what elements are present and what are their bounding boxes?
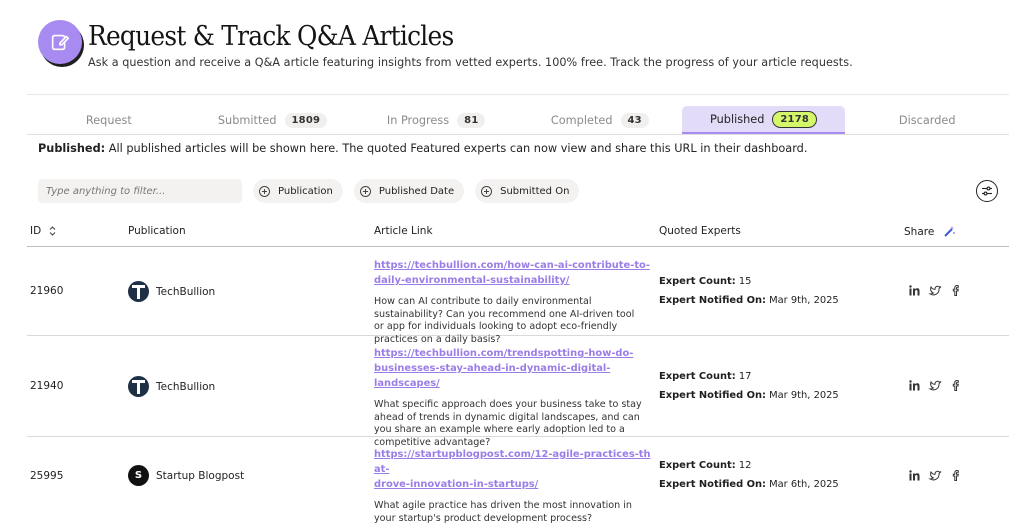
link-line: https://techbullion.com/how-can-ai-contribute-to- <box>374 260 650 271</box>
tabs-divider <box>27 134 1009 135</box>
article-question: What specific approach does your business take to stay ahead of trends in dynamic digital landscapes, and can you share an example where early adoption led to a competitive advantage? <box>374 399 642 448</box>
expert-notified-value: Mar 6th, 2025 <box>769 479 839 490</box>
page-subtitle: Ask a question and receive a Q&A article featuring insights from vetted experts. 100% free. Track the progress of your article requests. <box>88 56 853 69</box>
description-label: Published: <box>38 142 106 155</box>
expert-notified-value: Mar 9th, 2025 <box>769 390 839 401</box>
tab-completed[interactable] <box>518 106 682 134</box>
publication-cell <box>128 376 215 397</box>
tab-label: Published <box>710 112 765 126</box>
column-label: Share <box>904 226 935 238</box>
add-circle-icon <box>259 186 270 197</box>
page-title: Request & Track Q&A Articles <box>88 21 454 52</box>
publication-cell <box>128 281 215 302</box>
tab-count-badge: 81 <box>457 113 485 128</box>
expert-count-label: Expert Count: <box>659 371 736 382</box>
tab-count-badge: 43 <box>621 113 649 128</box>
startup-blogpost-logo: S <box>128 465 149 486</box>
tab-in-progress[interactable] <box>354 106 518 134</box>
tab-description <box>38 142 807 155</box>
expert-count-value: 15 <box>738 276 752 287</box>
expert-count-label: Expert Count: <box>659 460 736 471</box>
twitter-icon[interactable] <box>930 285 942 296</box>
expert-count-value: 12 <box>738 460 752 471</box>
article-link-column-header: Article Link <box>374 225 433 237</box>
link-line: https://startupblogpost.com/12-agile-practices-that- <box>374 449 651 475</box>
table-row[interactable] <box>27 336 1009 448</box>
filter-input[interactable] <box>38 179 242 203</box>
description-text: All published articles will be shown here. The quoted Featured experts can now view and share this URL in their dashboard. <box>105 142 808 155</box>
row-id: 21960 <box>30 285 64 297</box>
sort-icon <box>49 226 56 236</box>
chip-label: Submitted On <box>500 185 570 197</box>
quoted-experts-cell <box>659 272 839 310</box>
view-settings-button[interactable] <box>976 180 998 202</box>
techbullion-logo <box>128 376 149 397</box>
facebook-icon[interactable] <box>952 285 959 296</box>
article-question: How can AI contribute to daily environmental sustainability? Can you recommend one AI-driven tool or app for individuals looking to adopt eco-friendly practices on a daily basis? <box>374 296 635 345</box>
expert-notified-label: Expert Notified On: <box>659 390 766 401</box>
share-column-header <box>904 225 956 239</box>
linkedin-icon[interactable] <box>909 285 920 296</box>
header-divider <box>27 94 1009 95</box>
tab-request[interactable] <box>27 106 191 134</box>
sliders-icon <box>981 185 993 197</box>
filter-bar <box>38 179 579 203</box>
id-column-header[interactable] <box>30 225 56 237</box>
add-circle-icon <box>360 186 371 197</box>
page-header <box>38 20 853 69</box>
edit-note-icon <box>49 31 71 53</box>
filter-submitted-on-button[interactable] <box>475 179 579 203</box>
tab-published[interactable] <box>682 106 846 134</box>
tab-label: Completed <box>550 113 613 127</box>
quoted-experts-cell <box>659 456 839 494</box>
publication-column-header: Publication <box>128 225 186 237</box>
row-id: 25995 <box>30 470 64 482</box>
publication-name: TechBullion <box>156 380 216 393</box>
article-link[interactable] <box>374 447 654 492</box>
table-header <box>27 222 1009 247</box>
tab-discarded[interactable] <box>845 106 1009 134</box>
filter-publication-button[interactable] <box>253 179 343 203</box>
status-tabs <box>27 106 1009 134</box>
row-id: 21940 <box>30 380 64 392</box>
article-cell <box>374 447 654 525</box>
tab-label: Discarded <box>898 113 956 127</box>
link-line: https://techbullion.com/trendspotting-how-do- <box>374 348 634 359</box>
article-link[interactable] <box>374 346 654 391</box>
app-logo <box>38 20 82 64</box>
chip-label: Publication <box>278 185 333 197</box>
twitter-icon[interactable] <box>930 380 942 391</box>
column-label: ID <box>30 225 42 237</box>
facebook-icon[interactable] <box>952 470 959 481</box>
sparkle-icon <box>942 225 956 239</box>
filter-published-date-button[interactable] <box>354 179 464 203</box>
publication-cell <box>128 465 244 486</box>
publication-name: Startup Blogpost <box>156 469 245 482</box>
linkedin-icon[interactable] <box>909 470 920 481</box>
tab-label: Submitted <box>217 113 277 127</box>
expert-count-value: 17 <box>738 371 752 382</box>
techbullion-logo <box>128 281 149 302</box>
share-cell <box>909 380 959 391</box>
article-question: What agile practice has driven the most innovation in your startup's product development process? <box>374 500 633 524</box>
quoted-experts-cell <box>659 367 839 405</box>
tab-count-badge: 1809 <box>285 113 328 128</box>
table-row[interactable] <box>27 437 1009 524</box>
tab-label: In Progress <box>386 113 450 127</box>
linkedin-icon[interactable] <box>909 380 920 391</box>
tab-label: Request <box>85 113 132 127</box>
quoted-experts-column-header: Quoted Experts <box>659 225 741 237</box>
article-cell <box>374 258 654 346</box>
expert-notified-label: Expert Notified On: <box>659 479 766 490</box>
table-row[interactable] <box>27 247 1009 345</box>
link-line: drove-innovation-in-startups/ <box>374 479 539 490</box>
expert-notified-label: Expert Notified On: <box>659 295 766 306</box>
publication-name: TechBullion <box>156 285 216 298</box>
expert-count-label: Expert Count: <box>659 276 736 287</box>
article-cell <box>374 346 654 449</box>
share-cell <box>909 470 959 481</box>
facebook-icon[interactable] <box>952 380 959 391</box>
add-circle-icon <box>481 186 492 197</box>
article-link[interactable] <box>374 258 654 288</box>
tab-submitted[interactable] <box>191 106 355 134</box>
chip-label: Published Date <box>378 185 455 197</box>
share-cell <box>909 285 959 296</box>
twitter-icon[interactable] <box>930 470 942 481</box>
link-line: landscapes/ <box>374 378 440 389</box>
link-line: businesses-stay-ahead-in-dynamic-digital- <box>374 363 611 374</box>
link-line: daily-environmental-sustainability/ <box>374 275 570 286</box>
expert-notified-value: Mar 9th, 2025 <box>769 295 839 306</box>
tab-count-badge: 2178 <box>772 111 817 128</box>
